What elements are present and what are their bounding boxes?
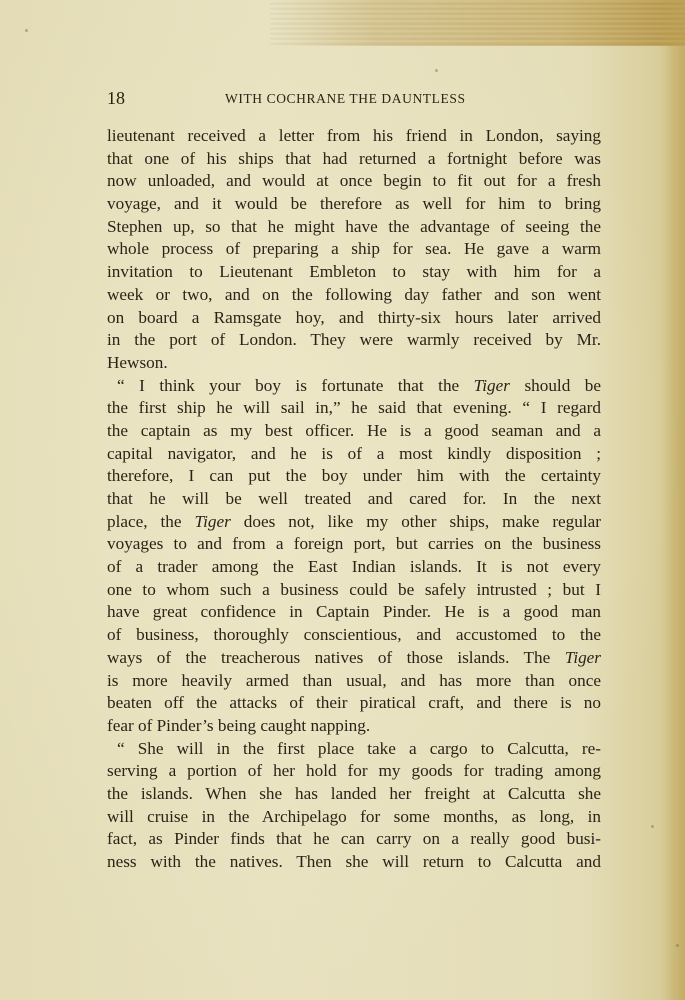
- binding-edge: [270, 0, 685, 46]
- text-run: week or two, and on the following day father and son went: [107, 284, 601, 304]
- text-line: [107, 329, 601, 352]
- page-number: 18: [107, 88, 125, 108]
- text-run: voyages to and from a foreign port, but carries on the business: [107, 534, 601, 554]
- text-run: beaten off the attacks of their piratical craft, and there is no: [107, 693, 601, 713]
- text-run: have great confidence in Captain Pinder. He is a good man: [107, 602, 601, 622]
- text-run: the first ship he will sail in,” he said that evening. “ I regard: [107, 398, 601, 418]
- text-line: [107, 261, 601, 284]
- text-run: the islands. When she has landed her freight at Calcutta she: [107, 783, 601, 803]
- text-line: [107, 806, 601, 829]
- text-run: therefore, I can put the boy under him with the certainty: [107, 466, 601, 486]
- running-title: WITH COCHRANE THE DAUNTLESS: [225, 91, 466, 106]
- text-line: [107, 533, 601, 556]
- text-line: [107, 170, 601, 193]
- text-run: is more heavily armed than usual, and has more than once: [107, 670, 601, 690]
- paper-speck: [25, 29, 28, 32]
- text-run: fear of Pinder’s being caught napping.: [107, 715, 371, 735]
- text-run: lieutenant received a letter from his friend in London, saying: [107, 126, 601, 145]
- text-line: [107, 647, 601, 670]
- text-line: [107, 125, 601, 148]
- text-run: of a trader among the East Indian islands. It is not every: [107, 557, 601, 577]
- text-run: Hewson.: [107, 352, 168, 372]
- text-run: capital navigator, and he is of a most kindly disposition ;: [107, 443, 601, 463]
- text-run: of business, thoroughly conscientious, and accustomed to the: [107, 625, 601, 645]
- text-run: that one of his ships that had returned a fortnight before was: [107, 148, 601, 168]
- text-line: [107, 193, 601, 216]
- text-line: [107, 284, 601, 307]
- text-line: [107, 488, 601, 511]
- text-line: [107, 851, 601, 874]
- text-line: [107, 465, 601, 488]
- text-run: serving a portion of her hold for my goods for trading among: [107, 761, 601, 781]
- text-line: [107, 556, 601, 579]
- text-line: [107, 238, 601, 261]
- text-run: in the port of London. They were warmly received by Mr.: [107, 330, 601, 350]
- text-line: [107, 397, 601, 420]
- text-run: place, the: [107, 511, 195, 531]
- text-run: one to whom such a business could be safely intrusted ; but I: [107, 579, 601, 599]
- text-line: [107, 760, 601, 783]
- text-run: invitation to Lieutenant Embleton to stay with him for a: [107, 262, 601, 282]
- page-edge-shadow: [659, 0, 685, 1000]
- text-run: “ She will in the first place take a cargo to Calcutta, re-: [117, 738, 601, 758]
- text-line: [107, 148, 601, 171]
- italic-ship-name: Tiger: [194, 511, 231, 531]
- text-run: ness with the natives. Then she will return to Calcutta and: [107, 852, 601, 871]
- paper-speck: [651, 825, 654, 828]
- text-run: on board a Ramsgate hoy, and thirty-six hours later arrived: [107, 307, 601, 327]
- text-line: [107, 624, 601, 647]
- text-line: [107, 511, 601, 534]
- text-run: ways of the treacherous natives of those islands. The: [107, 647, 565, 667]
- italic-ship-name: Tiger: [564, 647, 601, 667]
- text-run: “ I think your boy is fortunate that the: [117, 375, 474, 395]
- text-line: [107, 352, 601, 375]
- paper-speck: [435, 69, 438, 72]
- text-run: the captain as my best officer. He is a good seaman and a: [107, 420, 601, 440]
- text-run: fact, as Pinder finds that he can carry on a really good busi-: [107, 829, 601, 849]
- text-line: [107, 420, 601, 443]
- text-run: now unloaded, and would at once begin to fit out for a fresh: [107, 171, 601, 191]
- text-run: whole process of preparing a ship for sea. He gave a warm: [107, 239, 601, 259]
- text-run: that he will be well treated and cared for. In the next: [107, 489, 601, 508]
- text-line: [107, 579, 601, 602]
- text-line: [107, 307, 601, 330]
- italic-ship-name: Tiger: [473, 375, 510, 395]
- text-line: [107, 783, 601, 806]
- text-line: [107, 216, 601, 239]
- text-line: [107, 601, 601, 624]
- text-run: will cruise in the Archipelago for some months, as long, in: [107, 806, 601, 826]
- running-header: [107, 88, 602, 112]
- text-line: [107, 738, 601, 761]
- text-run: Stephen up, so that he might have the advantage of seeing the: [107, 216, 601, 236]
- text-line: [107, 828, 601, 851]
- text-line: [107, 670, 601, 693]
- text-line: [107, 715, 601, 738]
- text-run: voyage, and it would be therefore as well for him to bring: [107, 194, 601, 214]
- text-line: [107, 443, 601, 466]
- text-run: should be: [509, 375, 601, 395]
- paper-speck: [676, 944, 679, 947]
- text-line: [107, 692, 601, 715]
- body-text: [107, 125, 601, 874]
- text-run: does not, like my other ships, make regular: [230, 511, 601, 531]
- text-line: [107, 375, 601, 398]
